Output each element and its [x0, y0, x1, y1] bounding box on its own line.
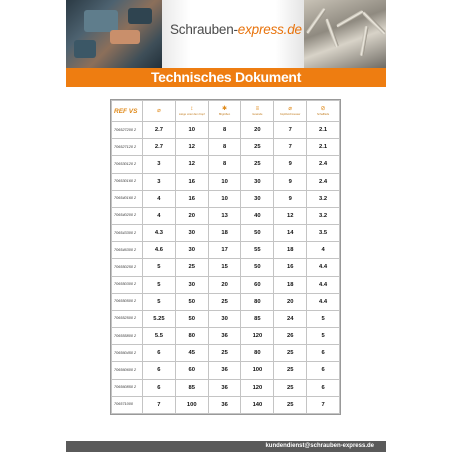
header-banner [66, 0, 386, 68]
value-cell: 6 [307, 362, 340, 379]
value-cell: 9 [274, 190, 307, 207]
header-label: Schafftiefe [316, 113, 330, 116]
workshop-photo [66, 0, 162, 68]
value-cell: 36 [208, 379, 241, 396]
value-cell: 4.4 [307, 293, 340, 310]
value-cell: 140 [241, 396, 274, 413]
value-cell: 120 [241, 328, 274, 345]
value-cell: 8 [208, 156, 241, 173]
header-label: Gewinde [252, 113, 263, 116]
value-cell: 30 [175, 276, 208, 293]
value-cell: 5 [307, 310, 340, 327]
spec-table [111, 100, 340, 414]
table-row [112, 225, 340, 242]
table-row [112, 122, 340, 139]
table-row [112, 379, 340, 396]
value-cell: 4 [143, 190, 176, 207]
value-cell: 17 [208, 242, 241, 259]
screw-graphic [306, 8, 326, 35]
value-cell: 50 [241, 225, 274, 242]
value-cell: 30 [175, 242, 208, 259]
value-cell: 2.7 [143, 139, 176, 156]
header-label: Bitgrößen [218, 113, 231, 116]
ref-cell: 706543300 2 [112, 225, 143, 242]
value-cell: 36 [208, 396, 241, 413]
value-cell: 25 [241, 156, 274, 173]
value-cell: 25 [241, 139, 274, 156]
value-cell: 30 [241, 190, 274, 207]
ref-cell: 706571000 [112, 396, 143, 413]
value-cell: 12 [175, 156, 208, 173]
value-cell: 2.1 [307, 122, 340, 139]
footer-bar [66, 441, 386, 452]
value-cell: 50 [241, 259, 274, 276]
table-row [112, 362, 340, 379]
value-cell: 25 [274, 345, 307, 362]
value-cell: 14 [274, 225, 307, 242]
value-cell: 2.7 [143, 122, 176, 139]
ref-cell: 706540160 2 [112, 190, 143, 207]
table-row [112, 259, 340, 276]
value-cell: 25 [208, 345, 241, 362]
hands-shape [110, 30, 140, 44]
value-cell: 9 [274, 173, 307, 190]
document-page [66, 0, 386, 452]
table-row [112, 156, 340, 173]
head-diameter-icon: ⌀ [288, 106, 293, 112]
value-cell: 7 [274, 122, 307, 139]
brand-domain: express.de [237, 22, 302, 37]
ref-cell: 706527120 2 [112, 139, 143, 156]
value-cell: 85 [175, 379, 208, 396]
value-cell: 36 [208, 328, 241, 345]
table-row [112, 207, 340, 224]
value-cell: 10 [208, 190, 241, 207]
ref-cell: 706552500 2 [112, 310, 143, 327]
value-cell: 13 [208, 207, 241, 224]
value-cell: 4.3 [143, 225, 176, 242]
table-row [112, 242, 340, 259]
screws-photo [304, 0, 386, 68]
support-email-link[interactable]: kundendienst@schrauben-express.de [265, 443, 374, 449]
table-header-row [112, 101, 340, 122]
header-diameter [143, 101, 176, 122]
value-cell: 25 [175, 259, 208, 276]
value-cell: 100 [175, 396, 208, 413]
shank-icon: ⊘ [320, 106, 326, 112]
header-thread [241, 101, 274, 122]
value-cell: 60 [175, 362, 208, 379]
value-cell: 4 [143, 207, 176, 224]
ref-cell: 706560850 2 [112, 379, 143, 396]
value-cell: 5 [307, 328, 340, 345]
ref-cell: 706560450 2 [112, 345, 143, 362]
title-bar [66, 68, 386, 87]
bit-icon: ✱ [222, 106, 228, 112]
value-cell: 26 [274, 328, 307, 345]
table-row [112, 345, 340, 362]
value-cell: 80 [175, 328, 208, 345]
value-cell: 5 [143, 293, 176, 310]
value-cell: 2.4 [307, 156, 340, 173]
ref-cell: 706560600 2 [112, 362, 143, 379]
value-cell: 100 [241, 362, 274, 379]
header-head-diameter [274, 101, 307, 122]
value-cell: 24 [274, 310, 307, 327]
value-cell: 6 [307, 345, 340, 362]
value-cell: 2.4 [307, 173, 340, 190]
value-cell: 20 [274, 293, 307, 310]
ref-cell: 706527200 2 [112, 122, 143, 139]
tool-case-2 [128, 8, 152, 24]
value-cell: 16 [175, 190, 208, 207]
value-cell: 20 [208, 276, 241, 293]
value-cell: 16 [274, 259, 307, 276]
ref-cell: 706530160 2 [112, 173, 143, 190]
spec-table-container [110, 99, 341, 415]
table-row [112, 328, 340, 345]
value-cell: 45 [175, 345, 208, 362]
value-cell: 5.5 [143, 328, 176, 345]
value-cell: 16 [175, 173, 208, 190]
table-row [112, 276, 340, 293]
value-cell: 20 [241, 122, 274, 139]
table-row [112, 173, 340, 190]
header-label: Kopfdurchmesser [280, 113, 301, 116]
value-cell: 25 [208, 293, 241, 310]
value-cell: 80 [241, 293, 274, 310]
table-row [112, 139, 340, 156]
value-cell: 6 [143, 379, 176, 396]
document-title: Technisches Dokument [150, 69, 302, 85]
header-length [175, 101, 208, 122]
value-cell: 8 [208, 139, 241, 156]
value-cell: 7 [307, 396, 340, 413]
screw-graphic [359, 26, 368, 56]
ref-cell: 706555800 2 [112, 328, 143, 345]
ref-cell: 706540200 2 [112, 207, 143, 224]
value-cell: 4.4 [307, 276, 340, 293]
value-cell: 36 [208, 362, 241, 379]
value-cell: 12 [274, 207, 307, 224]
value-cell: 80 [241, 345, 274, 362]
screw-graphic [336, 10, 364, 28]
value-cell: 18 [274, 242, 307, 259]
value-cell: 4.6 [143, 242, 176, 259]
value-cell: 3.2 [307, 190, 340, 207]
table-body [112, 122, 340, 414]
value-cell: 4.4 [307, 259, 340, 276]
value-cell: 6 [143, 362, 176, 379]
value-cell: 25 [274, 396, 307, 413]
value-cell: 60 [241, 276, 274, 293]
table-row [112, 293, 340, 310]
value-cell: 18 [274, 276, 307, 293]
table-row [112, 310, 340, 327]
value-cell: 2.1 [307, 139, 340, 156]
header-shank-depth [307, 101, 340, 122]
ref-cell: 706550300 2 [112, 276, 143, 293]
value-cell: 25 [274, 362, 307, 379]
ref-cell: 706546300 2 [112, 242, 143, 259]
value-cell: 120 [241, 379, 274, 396]
toolbox-tray [84, 10, 118, 32]
header-ref: REF VS [112, 101, 143, 122]
value-cell: 9 [274, 156, 307, 173]
value-cell: 10 [175, 122, 208, 139]
value-cell: 20 [175, 207, 208, 224]
value-cell: 50 [175, 310, 208, 327]
ref-cell: 706530120 2 [112, 156, 143, 173]
value-cell: 55 [241, 242, 274, 259]
value-cell: 3 [143, 173, 176, 190]
value-cell: 25 [274, 379, 307, 396]
value-cell: 5 [143, 259, 176, 276]
length-icon: ↕ [190, 106, 194, 112]
value-cell: 3.2 [307, 207, 340, 224]
value-cell: 8 [208, 122, 241, 139]
brand-logo [170, 22, 302, 37]
value-cell: 5 [143, 276, 176, 293]
value-cell: 85 [241, 310, 274, 327]
value-cell: 5.25 [143, 310, 176, 327]
value-cell: 7 [274, 139, 307, 156]
value-cell: 3.5 [307, 225, 340, 242]
value-cell: 12 [175, 139, 208, 156]
value-cell: 30 [175, 225, 208, 242]
header-bit-size [208, 101, 241, 122]
value-cell: 10 [208, 173, 241, 190]
table-row [112, 190, 340, 207]
value-cell: 6 [307, 379, 340, 396]
tool-case [74, 40, 96, 58]
value-cell: 4 [307, 242, 340, 259]
logo-area[interactable] [162, 0, 304, 68]
ref-cell: 706550250 2 [112, 259, 143, 276]
value-cell: 15 [208, 259, 241, 276]
value-cell: 6 [143, 345, 176, 362]
value-cell: 40 [241, 207, 274, 224]
screw-graphic [325, 18, 339, 48]
table-row [112, 396, 340, 413]
value-cell: 7 [143, 396, 176, 413]
brand-name: Schrauben- [170, 22, 238, 37]
ref-cell: 706550500 2 [112, 293, 143, 310]
header-label: Länge unter dem Kopf [178, 113, 205, 116]
thread-icon: ≡ [255, 106, 260, 112]
value-cell: 30 [208, 310, 241, 327]
value-cell: 18 [208, 225, 241, 242]
value-cell: 3 [143, 156, 176, 173]
value-cell: 50 [175, 293, 208, 310]
value-cell: 30 [241, 173, 274, 190]
diameter-icon: ⌀ [157, 107, 161, 114]
